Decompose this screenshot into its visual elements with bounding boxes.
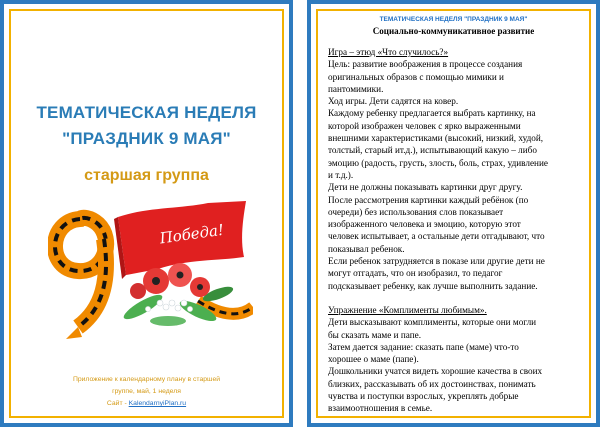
cover-title-line1: ТЕМАТИЧЕСКАЯ НЕДЕЛЯ xyxy=(36,103,257,122)
text-line: показывал ребенок. xyxy=(328,243,405,254)
cover-subtitle: старшая группа xyxy=(84,167,209,184)
page-header: ТЕМАТИЧЕСКАЯ НЕДЕЛЯ "ПРАЗДНИК 9 МАЯ" xyxy=(379,16,528,23)
cover-title xyxy=(16,100,277,152)
text-line: чувства и поступки взрослых, укреплять добрые xyxy=(328,391,519,402)
text-line: внешними характеристиками (высокий, низкий, худой, xyxy=(328,133,544,144)
text-line: и т.д.). xyxy=(328,169,354,180)
text-line: Дети не должны показывать картинки друг другу. xyxy=(328,182,523,193)
page-body xyxy=(328,46,582,415)
text-line: эмоцию (радость, грусть, злость, боль, страх, удивление xyxy=(328,157,548,168)
text-line: бы сказать маме и папе. xyxy=(328,329,421,340)
text-line: Дети высказывают комплименты, которые они могли xyxy=(328,317,537,328)
victory-day-illustration xyxy=(48,199,253,339)
content-page xyxy=(307,0,600,427)
text-line: Ход игры. Дети садятся на ковер. xyxy=(328,96,459,107)
section-title: Социально-коммуникативное развитие xyxy=(372,26,535,36)
cover-title-line2: "ПРАЗДНИК 9 МАЯ" xyxy=(62,129,231,148)
cover-note-line2: группе, май, 1 неделя xyxy=(112,388,181,395)
text-line: пантомимики. xyxy=(328,83,384,94)
site-link[interactable]: KalendarnyiPlan.ru xyxy=(128,400,187,407)
text-line: очереди) без использования слов показывает xyxy=(328,206,504,217)
text-line: подсказывает ребенку, как лучше выполнить задание. xyxy=(328,280,538,291)
game1-text xyxy=(328,58,582,292)
game1-title: Игра – этюд «Что случилось?» xyxy=(328,47,449,57)
cover-site xyxy=(26,398,267,410)
game2-text xyxy=(328,316,582,414)
cover-page xyxy=(0,0,293,427)
site-prefix: Сайт - xyxy=(106,400,129,407)
text-line: Каждому ребенку предлагается выбрать картинку, на xyxy=(328,108,536,119)
text-line: изображенного человека и эмоцию, которую этот xyxy=(328,219,521,230)
flag-text: Победа! xyxy=(158,220,226,248)
cover-note-line1: Приложение к календарному плану в старшей xyxy=(72,376,221,383)
text-line: близких, рассказывать об их достоинствах, понимать xyxy=(328,378,536,389)
text-line: Цель: развитие воображения в процессе создания xyxy=(328,59,523,70)
text-line: человек испытывает, а остальные дети отгадывают, что xyxy=(328,231,545,242)
text-line: Если ребенок затрудняется в показе или другие дети не xyxy=(328,256,545,267)
text-line: хорошее о маме (папе). xyxy=(328,354,419,365)
text-line: Затем дается задание: сказать папе (маме) что-то xyxy=(328,341,519,352)
text-line: Дошкольники учатся видеть хорошие качества в своих xyxy=(328,366,543,377)
text-line: которой изображен человек с ярко выраженными xyxy=(328,120,521,131)
game2-title: Упражнение «Комплименты любимым». xyxy=(328,304,487,315)
text-line: взаимоотношения в семье. xyxy=(328,403,433,414)
cover-note xyxy=(26,374,267,410)
text-line: оригинальных образов с помощью мимики и xyxy=(328,71,504,82)
text-line: толстый, старый ит.д.), испытывающий какую – либо xyxy=(328,145,537,156)
text-line: После рассмотрения картинки каждый ребёнок (по xyxy=(328,194,529,205)
text-line: могут отгадать, что он изобразил, то педагог xyxy=(328,268,503,279)
